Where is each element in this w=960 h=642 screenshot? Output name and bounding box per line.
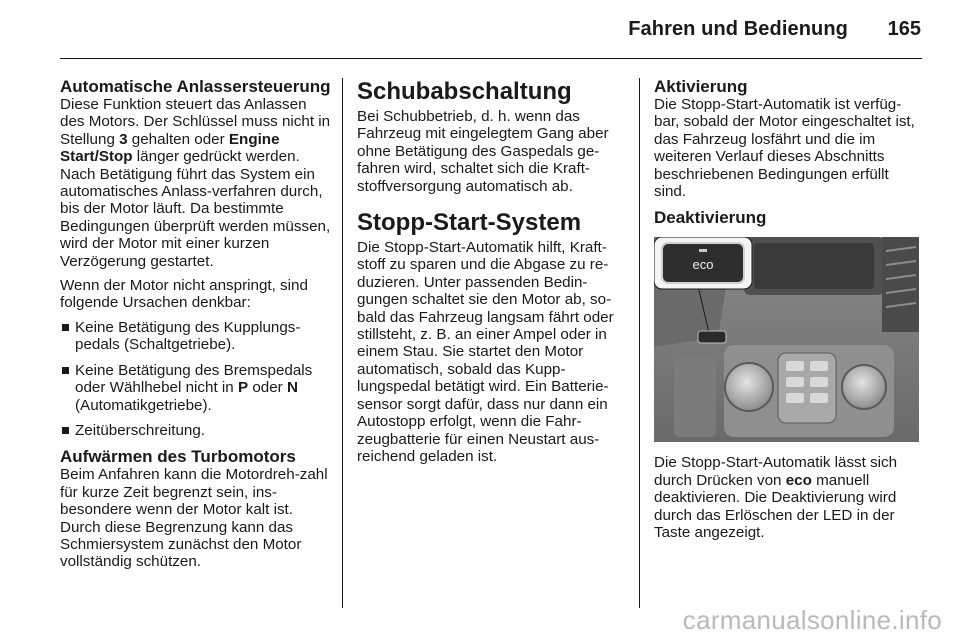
text: Die Stopp-Start-Automatik lässt sich durch Drücken von xyxy=(654,454,898,489)
list-item: Keine Betätigung des Kupplungs-pedals (Schaltgetriebe). xyxy=(60,319,332,354)
section-heading-deaktivierung: Deaktivierung xyxy=(654,208,767,228)
paragraph-stopp-start: Die Stopp-Start-Automatik hilft, Kraft-stoff zu sparen und die Abgase zu re-duzieren. Unter passenden Bedin-gungen schaltet sie den Motor ab, so-bald das Fahrzeug langsam fährt oder stillsteht, z. B. an einer Ampel oder in einem Stau. Sie startet den Motor automatisch, sobald das Kupp-lungspedal betätigt wird. Ein Batterie-sensor sorgt dafür, dass nur dann ein Autostopp erfolgt, wenn die Fahr-zeugbatterie für einen Neustart aus-reichend geladen ist. xyxy=(357,239,614,465)
section-heading-aktivierung: Aktivierung xyxy=(654,77,748,96)
section-heading-anlassersteuerung: Automatische Anlassersteuerung xyxy=(60,77,331,96)
paragraph-schubabschaltung: Bei Schubbetrieb, d. h. wenn das Fahrzeug mit eingelegtem Gang aber ohne Betätigung des Gaspedals ge-fahren wird, schaltet sich die Kraft-stoffversorgung automatisch ab. xyxy=(357,108,609,195)
text: länger gedrückt werden. Nach Betätigung führt das System ein automatisches Anlass-verfahren durch, bis der Motor läuft. Da bestimmte Bedingungen überprüft werden müssen, wird der Motor mit einer kurzen Verzögerung gestartet. xyxy=(60,148,331,270)
paragraph-deaktivierung xyxy=(654,454,922,541)
column-middle xyxy=(357,78,625,472)
section-heading-stopp-start: Stopp-Start-System xyxy=(357,209,582,237)
header-title: Fahren und Bedienung xyxy=(628,18,848,40)
eco-button-label: eco xyxy=(785,471,812,489)
paragraph-anlassen xyxy=(60,96,332,270)
column-divider-1 xyxy=(342,78,343,608)
text: gehalten oder xyxy=(127,130,229,148)
text: manuell deaktivieren. Die Deaktivierung wird durch das Erlöschen der LED in der Taste angezeigt. xyxy=(654,471,897,542)
eco-button-label: eco xyxy=(692,257,714,273)
section-heading-turbomotor: Aufwärmen des Turbomotors xyxy=(60,447,296,467)
text: Diese Funktion steuert das Anlassen des Motors. Der Schlüssel muss nicht in Stellung xyxy=(60,96,331,148)
gear-n-label: N xyxy=(286,379,298,397)
section-heading-schubabschaltung: Schubabschaltung xyxy=(357,78,572,105)
engine-start-stop-label: Engine Start/Stop xyxy=(60,130,280,166)
text: oder xyxy=(248,379,287,397)
paragraph-aktivierung: Die Stopp-Start-Automatik ist verfüg-bar, sobald der Motor eingeschaltet ist, das Fahrzeug losfährt und die im weiteren Verlauf dieses Abschnitts beschriebenen Bedingungen erfüllt sind. xyxy=(654,96,915,201)
column-left xyxy=(60,78,332,578)
column-right xyxy=(654,78,922,548)
list-item xyxy=(60,362,332,414)
paragraph-turbomotor: Beim Anfahren kann die Motordreh-zahl für kurze Zeit begrenzt sein, ins-besondere wenn der Motor kalt ist. Durch diese Begrenzung kann das Schmiersystem zunächst den Motor vollständig schützen. xyxy=(60,466,328,571)
column-divider-2 xyxy=(639,78,640,608)
watermark-text: carmanualsonline.info xyxy=(682,605,942,635)
paragraph-ursachen: Wenn der Motor nicht anspringt, sind folgende Ursachen denkbar: xyxy=(60,277,308,312)
text: (Automatikgetriebe). xyxy=(75,396,212,414)
text: Keine Betätigung des Bremspedals oder Wählhebel nicht in xyxy=(75,361,313,397)
list-item: Zeitüberschreitung. xyxy=(60,422,332,439)
causes-list xyxy=(60,319,332,439)
header-rule xyxy=(60,58,922,59)
gear-p-label: P xyxy=(237,379,249,397)
dashboard-eco-button-photo xyxy=(654,237,919,442)
page-number: 165 xyxy=(887,18,921,40)
key-position-label: 3 xyxy=(119,130,128,148)
